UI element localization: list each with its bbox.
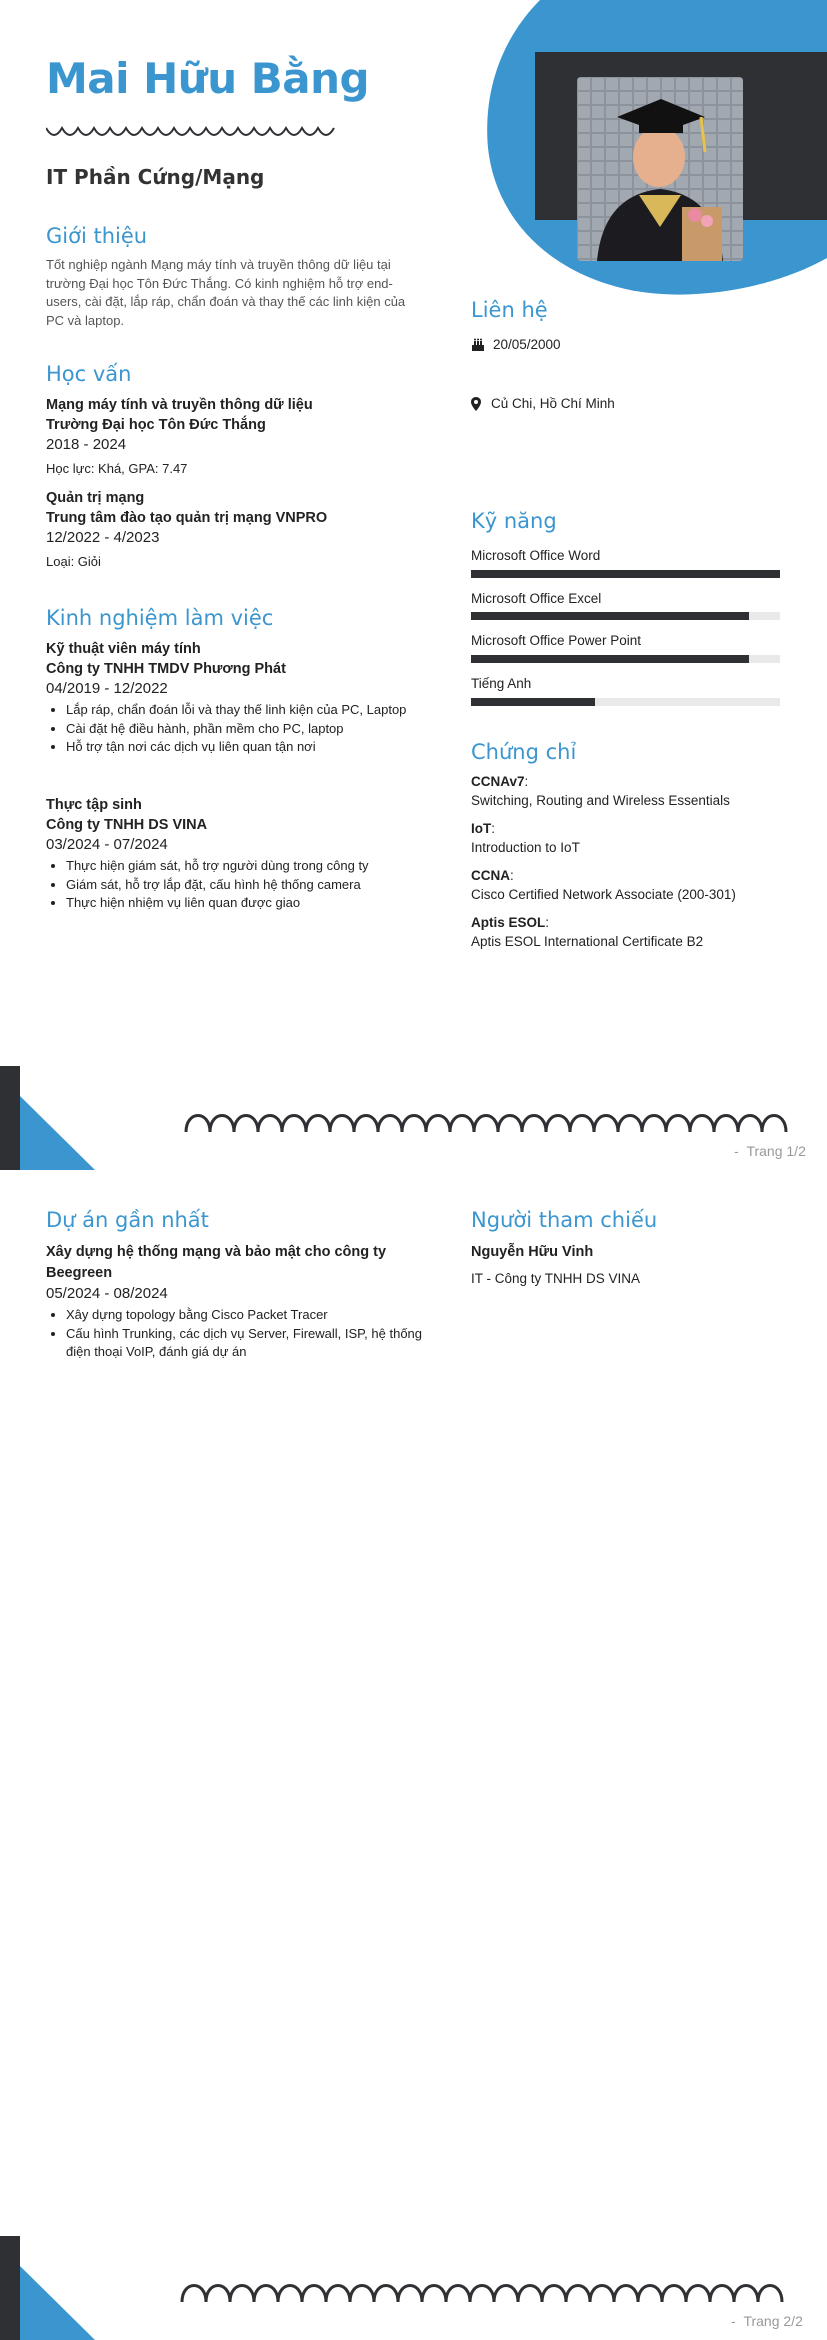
page-label: Trang 2/2 [743, 2313, 803, 2329]
certificate-name: CCNA [471, 868, 510, 883]
list-item: • Thực hiện giám sát, hỗ trợ người dùng trong công ty [66, 857, 426, 876]
skill-bar-fill [471, 698, 595, 706]
project-period: 05/2024 - 08/2024 [46, 1285, 168, 1302]
certificate-desc: Cisco Certified Network Associate (200-301) [471, 887, 736, 902]
certificate-name: CCNAv7 [471, 774, 525, 789]
experience-tasks [46, 857, 426, 913]
list-item: • Thực hiện nhiệm vụ liên quan được giao [66, 894, 426, 913]
experience-item [46, 795, 426, 913]
certificate-list [471, 772, 811, 951]
experience-position: Thực tập sinh [46, 797, 142, 813]
experience-item [46, 639, 426, 757]
skills-title: Kỹ năng [471, 509, 557, 533]
education-title: Học vấn [46, 362, 132, 386]
experience-period: 03/2024 - 07/2024 [46, 836, 168, 853]
projects-title: Dự án gần nhất [46, 1208, 209, 1232]
certificate-desc: Aptis ESOL International Certificate B2 [471, 934, 704, 949]
experience-company: Công ty TNHH DS VINA [46, 817, 208, 833]
education-period: 2018 - 2024 [46, 436, 127, 453]
certificate-item: CCNA: Cisco Certified Network Associate (200-301) [471, 866, 811, 904]
list-item: • Cấu hình Trunking, các dịch vụ Server, Firewall, ISP, hệ thống điện thoại VoIP, đánh giá dự án [66, 1325, 426, 1362]
skill-bar [471, 698, 780, 706]
cake-icon [471, 338, 485, 352]
footer-loops [186, 1116, 786, 1133]
list-item: • Cài đặt hệ điều hành, phần mềm cho PC, laptop [66, 720, 426, 739]
education-note: Học lực: Khá, GPA: 7.47 [46, 461, 188, 476]
skill-name: Microsoft Office Excel [471, 591, 602, 606]
skill-bar [471, 570, 780, 578]
profile-photo [577, 77, 743, 261]
skill-bar-fill [471, 655, 749, 663]
reference-name: Nguyễn Hữu Vinh [471, 1244, 594, 1260]
birthday-value: 20/05/2000 [493, 337, 561, 352]
skill-name: Tiếng Anh [471, 676, 532, 691]
intro-text: Tốt nghiệp ngành Mạng máy tính và truyền thông dữ liệu tại trường Đại học Tôn Đức Thắng. Có kinh nghiệm hỗ trợ end-users, cài đặt, lắp ráp, chẩn đoán và thay thế các linh kiện của PC và laptop. [46, 257, 406, 328]
list-item: • Giám sát, hỗ trợ lắp đặt, cấu hình hệ thống camera [66, 876, 426, 895]
skill-bar-fill [471, 570, 780, 578]
experience-tasks [46, 701, 426, 757]
candidate-role: IT Phần Cứng/Mạng [46, 165, 265, 189]
experience-position: Kỹ thuật viên máy tính [46, 641, 201, 657]
certificate-name: IoT [471, 821, 492, 836]
page-separator: - [734, 1143, 739, 1159]
footer-loops [182, 2286, 782, 2303]
references-title: Người tham chiếu [471, 1208, 658, 1232]
footer-blue-triangle [20, 1096, 95, 1170]
page-separator: - [731, 2313, 736, 2329]
list-item: • Xây dựng topology bằng Cisco Packet Tracer [66, 1306, 426, 1325]
map-pin-icon [471, 397, 481, 411]
footer-blue-triangle [20, 2266, 95, 2340]
skill-name: Microsoft Office Word [471, 548, 601, 563]
footer-dark-bar [0, 1066, 20, 1170]
education-degree: Quản trị mạng [46, 490, 145, 506]
skill-bar [471, 612, 780, 620]
experience-company: Công ty TNHH TMDV Phương Phát [46, 661, 286, 677]
certificate-desc: Introduction to IoT [471, 840, 580, 855]
education-note: Loại: Giỏi [46, 554, 101, 569]
location-value: Củ Chi, Hồ Chí Minh [491, 396, 615, 411]
contact-title: Liên hệ [471, 298, 548, 322]
page-number [731, 2313, 803, 2329]
list-item: • Hỗ trợ tận nơi các dịch vụ liên quan tận nơi [66, 738, 426, 757]
education-item [46, 488, 446, 572]
education-period: 12/2022 - 4/2023 [46, 529, 160, 546]
project-tasks [46, 1306, 426, 1362]
certificate-desc: Switching, Routing and Wireless Essentials [471, 793, 730, 808]
reference-org: IT - Công ty TNHH DS VINA [471, 1271, 641, 1286]
contact-birthday [471, 336, 561, 354]
page-label: Trang 1/2 [746, 1143, 806, 1159]
skill-bar-fill [471, 612, 749, 620]
list-item: • Lắp ráp, chẩn đoán lỗi và thay thế linh kiện của PC, Laptop [66, 701, 426, 720]
skill-name: Microsoft Office Power Point [471, 633, 642, 648]
footer-decoration [0, 2230, 827, 2340]
experience-period: 04/2019 - 12/2022 [46, 680, 168, 697]
footer-decoration [0, 1060, 827, 1170]
intro-title: Giới thiệu [46, 224, 148, 248]
wave-divider [46, 124, 346, 140]
skill-bar [471, 655, 780, 663]
certificate-item: Aptis ESOL: Aptis ESOL International Certificate B2 [471, 913, 811, 951]
cv-page-2 [0, 1170, 827, 2340]
education-item [46, 395, 446, 479]
education-school: Trường Đại học Tôn Đức Thắng [46, 417, 266, 433]
education-school: Trung tâm đào tạo quản trị mạng VNPRO [46, 510, 328, 526]
project-item [46, 1242, 426, 1362]
footer-dark-bar [0, 2236, 20, 2340]
certificate-name: Aptis ESOL [471, 915, 546, 930]
project-name: Xây dựng hệ thống mạng và bảo mật cho công ty Beegreen [46, 1244, 387, 1281]
education-degree: Mạng máy tính và truyền thông dữ liệu [46, 397, 313, 413]
experience-title: Kinh nghiệm làm việc [46, 606, 274, 630]
page-number [734, 1143, 806, 1159]
certificate-item: CCNAv7: Switching, Routing and Wireless Essentials [471, 772, 811, 810]
certificate-item: IoT: Introduction to IoT [471, 819, 811, 857]
certificates-title: Chứng chỉ [471, 740, 577, 764]
contact-location [471, 395, 615, 413]
candidate-name: Mai Hữu Bằng [46, 54, 370, 103]
